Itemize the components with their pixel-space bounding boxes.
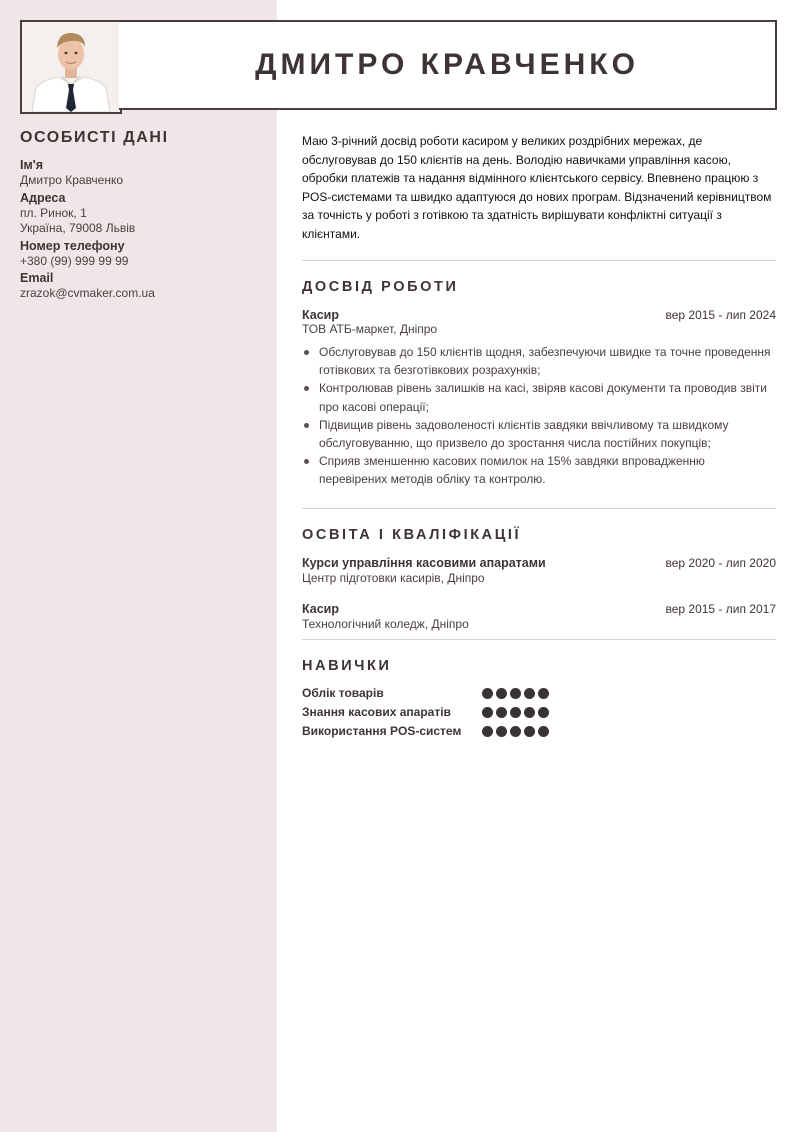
name-value: Дмитро Кравченко (20, 173, 124, 187)
education-heading: ОСВІТА І КВАЛІФІКАЦІЇ (302, 527, 522, 543)
rating-dot (482, 707, 493, 718)
education-item-header (302, 602, 776, 616)
divider (302, 260, 776, 261)
rating-dot (482, 688, 493, 699)
rating-dot (538, 707, 549, 718)
name-detail (20, 158, 123, 188)
skill-name: Облік товарів (302, 686, 384, 700)
education-title: Курси управління касовими апаратами (302, 556, 546, 570)
address-label: Адреса (20, 191, 66, 205)
rating-dot (524, 707, 535, 718)
address-line-1: пл. Ринок, 1 (20, 206, 87, 220)
profile-summary: Маю 3-річний досвід роботи касиром у великих роздрібних мережах, де обслуговував до 150 клієнтів на день. Володію навичками управління касою, обробки платежів та надання відмінного клієнтського сервісу. Впевнено працюю з POS-системами та швидко адаптуюся до нових програм. Відзначений керівництвом за точність у роботі з готівкою та здатність вирішувати конфліктні ситуації з клієнтами. (302, 134, 772, 241)
job-header (302, 308, 776, 322)
profile-photo-image (22, 22, 120, 112)
education-dates: вер 2020 - лип 2020 (665, 556, 776, 570)
divider (302, 639, 776, 640)
list-item: Підвищив рівень задоволеності клієнтів завдяки ввічливому та швидкому обслуговуванню, що призвело до зростання числа постійних покупців; (302, 416, 776, 452)
rating-dot (510, 707, 521, 718)
rating-dot (496, 707, 507, 718)
rating-dot (538, 688, 549, 699)
rating-dot (524, 688, 535, 699)
address-detail (20, 191, 135, 236)
education-dates: вер 2015 - лип 2017 (665, 602, 776, 616)
skill-rating (482, 707, 549, 718)
phone-value: +380 (99) 999 99 99 (20, 254, 129, 268)
rating-dot (496, 726, 507, 737)
divider (302, 508, 776, 509)
rating-dot (524, 726, 535, 737)
skill-name: Знання касових апаратів (302, 705, 451, 719)
skill-name: Використання POS-систем (302, 724, 462, 738)
job-title: Касир (302, 308, 340, 322)
list-item: Обслуговував до 150 клієнтів щодня, забезпечуючи швидке та точне проведення готівкових та безготівкових розрахунків; (302, 343, 776, 379)
rating-dot (538, 726, 549, 737)
skills-heading: НАВИЧКИ (302, 658, 392, 674)
education-place: Центр підготовки касирів, Дніпро (302, 571, 485, 585)
name-header (119, 20, 777, 110)
experience-heading: ДОСВІД РОБОТИ (302, 279, 459, 295)
skill-row (302, 685, 562, 701)
profile-photo (20, 20, 122, 114)
email-detail (20, 271, 155, 301)
phone-detail (20, 239, 128, 269)
skill-row (302, 723, 562, 739)
email-value: zrazok@cvmaker.com.ua (20, 286, 155, 300)
list-item: Контролював рівень залишків на касі, звіряв касові документи та проводив звіти про касові операції; (302, 379, 776, 415)
rating-dot (510, 688, 521, 699)
list-item: Сприяв зменшенню касових помилок на 15% завдяки впровадженню перевірених методів обліку та контролю. (302, 452, 776, 488)
rating-dot (510, 726, 521, 737)
skill-rating (482, 688, 549, 699)
address-line-2: Україна, 79008 Львів (20, 221, 136, 235)
personal-details-heading: ОСОБИСТІ ДАНІ (20, 129, 169, 146)
education-place: Технологічний коледж, Дніпро (302, 617, 469, 631)
job-duties-list (302, 343, 776, 489)
job-dates: вер 2015 - лип 2024 (665, 308, 776, 322)
skill-row (302, 704, 562, 720)
job-company: ТОВ АТБ-маркет, Дніпро (302, 322, 438, 336)
email-label: Email (20, 271, 54, 285)
rating-dot (496, 688, 507, 699)
education-title: Касир (302, 602, 340, 616)
phone-label: Номер телефону (20, 239, 125, 253)
rating-dot (482, 726, 493, 737)
name-label: Ім'я (20, 158, 43, 172)
education-item-header (302, 556, 776, 570)
skill-rating (482, 726, 549, 737)
full-name-title: ДМИТРО КРАВЧЕНКО (255, 48, 639, 81)
